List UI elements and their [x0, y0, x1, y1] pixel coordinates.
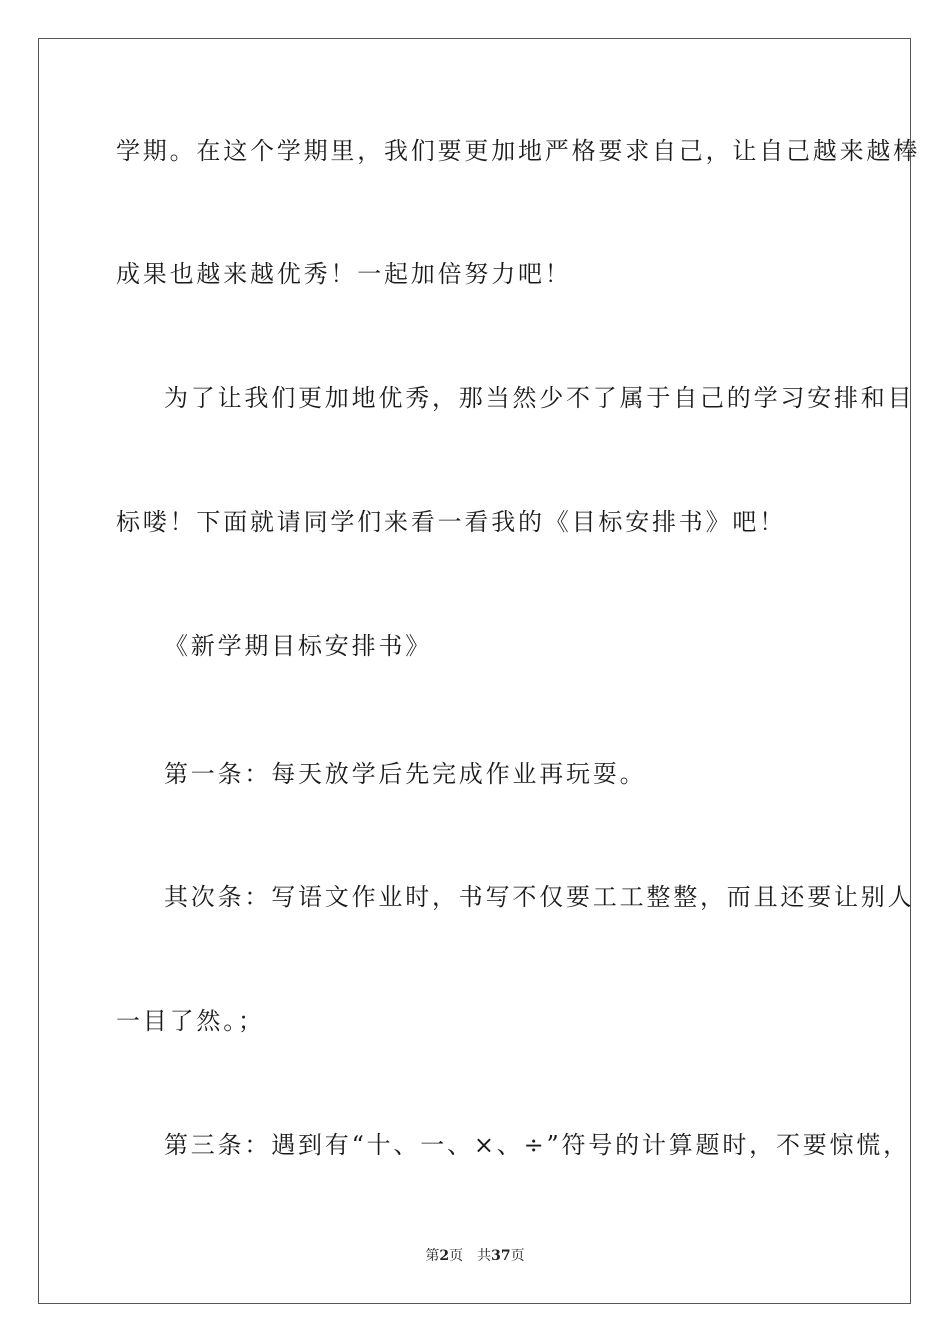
page-footer — [0, 1247, 950, 1265]
total-prefix: 共 — [477, 1248, 492, 1264]
rule-item-3: 第三条：遇到有“十、一、×、÷”符号的计算题时，不要惊慌， — [164, 1131, 910, 1159]
paragraph-line-3: 为了让我们更加地优秀，那当然少不了属于自己的学习安排和目 — [164, 384, 915, 412]
page-prefix: 第 — [425, 1248, 440, 1264]
page-number: 2 — [439, 1248, 450, 1264]
paragraph-line-4: 标喽！下面就请同学们来看一看我的《目标安排书》吧！ — [116, 508, 786, 536]
paragraph-line-2: 成果也越来越优秀！一起加倍努力吧！ — [116, 260, 572, 288]
page-border — [38, 38, 911, 1304]
total-suffix: 页 — [510, 1248, 525, 1264]
page-suffix: 页 — [449, 1248, 464, 1264]
rule-item-1: 第一条：每天放学后先完成作业再玩耍。 — [164, 760, 647, 788]
document-subtitle: 《新学期目标安排书》 — [164, 632, 432, 660]
rule-item-2: 其次条：写语文作业时，书写不仅要工工整整，而且还要让别人 — [164, 883, 915, 911]
rule-item-2-continued: 一目了然。； — [116, 1007, 265, 1035]
paragraph-line-1: 学期。在这个学期里，我们要更加地严格要求自己，让自己越来越棒 — [116, 137, 920, 165]
total-pages: 37 — [491, 1248, 511, 1264]
